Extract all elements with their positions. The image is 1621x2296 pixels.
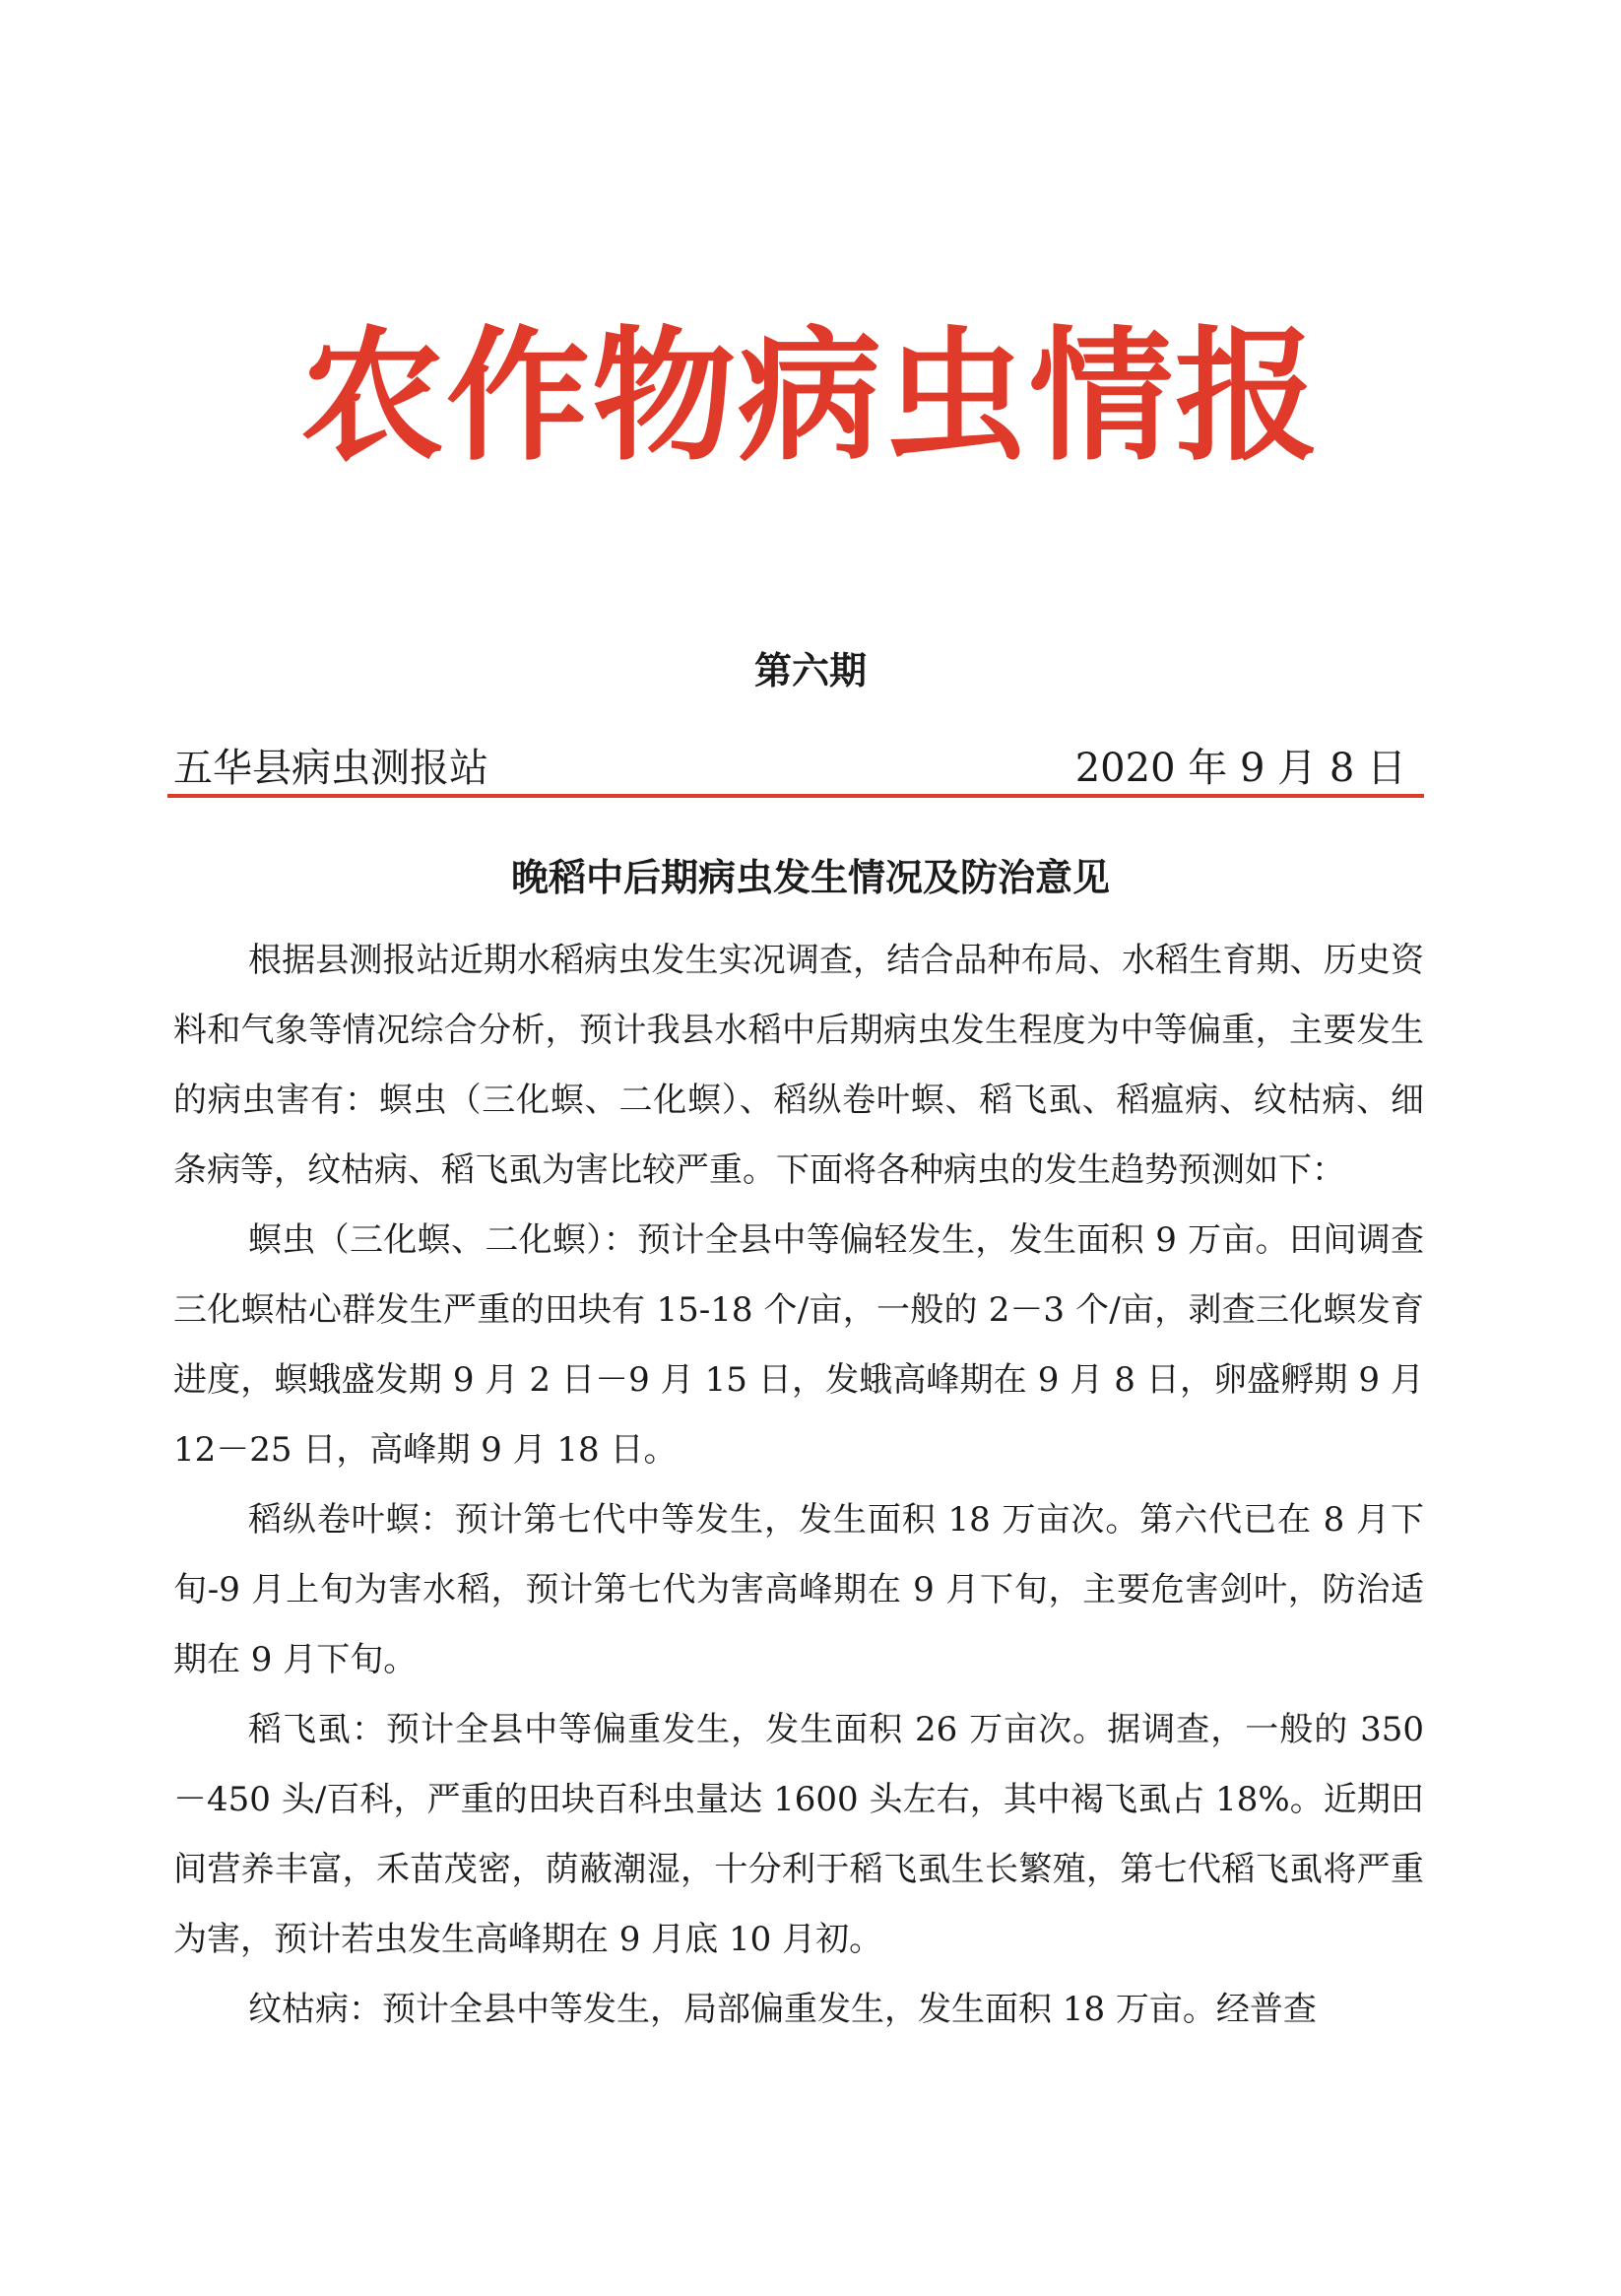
article-body [173, 926, 1424, 2045]
issuer-row [173, 737, 1424, 790]
paragraph-stem-borer: 螟虫（三化螟、二化螟）：预计全县中等偏轻发生，发生面积 9 万亩。田间调查三化螟枯心群发生严重的田块有 15-18 个/亩，一般的 2－3 个/亩，剥查三化螟发育进度，螟蛾盛发期 9 月 2 日－9 月 15 日，发蛾高峰期在 9 月 8 日，卵盛孵期 9 月 12－25 日，高峰期 9 月 18 日。 [173, 1220, 1424, 1470]
paragraph-planthopper: 稻飞虱：预计全县中等偏重发生，发生面积 26 万亩次。据调查，一般的 350－450 头/百科，严重的田块百科虫量达 1600 头左右，其中褐飞虱占 18%。近期田间营养丰富，禾苗茂密，荫蔽潮湿，十分利于稻飞虱生长繁殖，第七代稻飞虱将严重为害，预计若虫发生高峰期在 9 月底 10 月初。 [173, 1710, 1424, 1959]
article-headline: 晚稻中后期病虫发生情况及防治意见 [510, 856, 1110, 899]
paragraph-sheath-blight: 纹枯病：预计全县中等发生，局部偏重发生，发生面积 18 万亩。经普查 [248, 1990, 1317, 2029]
paragraph-leaf-roller: 稻纵卷叶螟：预计第七代中等发生，发生面积 18 万亩次。第六代已在 8 月下旬-9 月上旬为害水稻，预计第七代为害高峰期在 9 月下旬，主要危害剑叶，防治适期在 9 月下旬。 [173, 1500, 1424, 1679]
paragraph-intro: 根据县测报站近期水稻病虫发生实况调查，结合品种布局、水稻生育期、历史资料和气象等情况综合分析，预计我县水稻中后期病虫发生程度为中等偏重，主要发生的病虫害有：螟虫（三化螟、二化螟）、稻纵卷叶螟、稻飞虱、稻瘟病、纹枯病、细条病等，纹枯病、稻飞虱为害比较严重。下面将各种病虫的发生趋势预测如下： [173, 941, 1424, 1190]
issuer-name: 五华县病虫测报站 [173, 746, 488, 791]
red-divider [167, 794, 1424, 798]
masthead-title: 农作物病虫情报 [300, 312, 1321, 481]
issue-date: 2020 年 9 月 8 日 [1074, 746, 1406, 791]
issue-number: 第六期 [753, 649, 867, 692]
